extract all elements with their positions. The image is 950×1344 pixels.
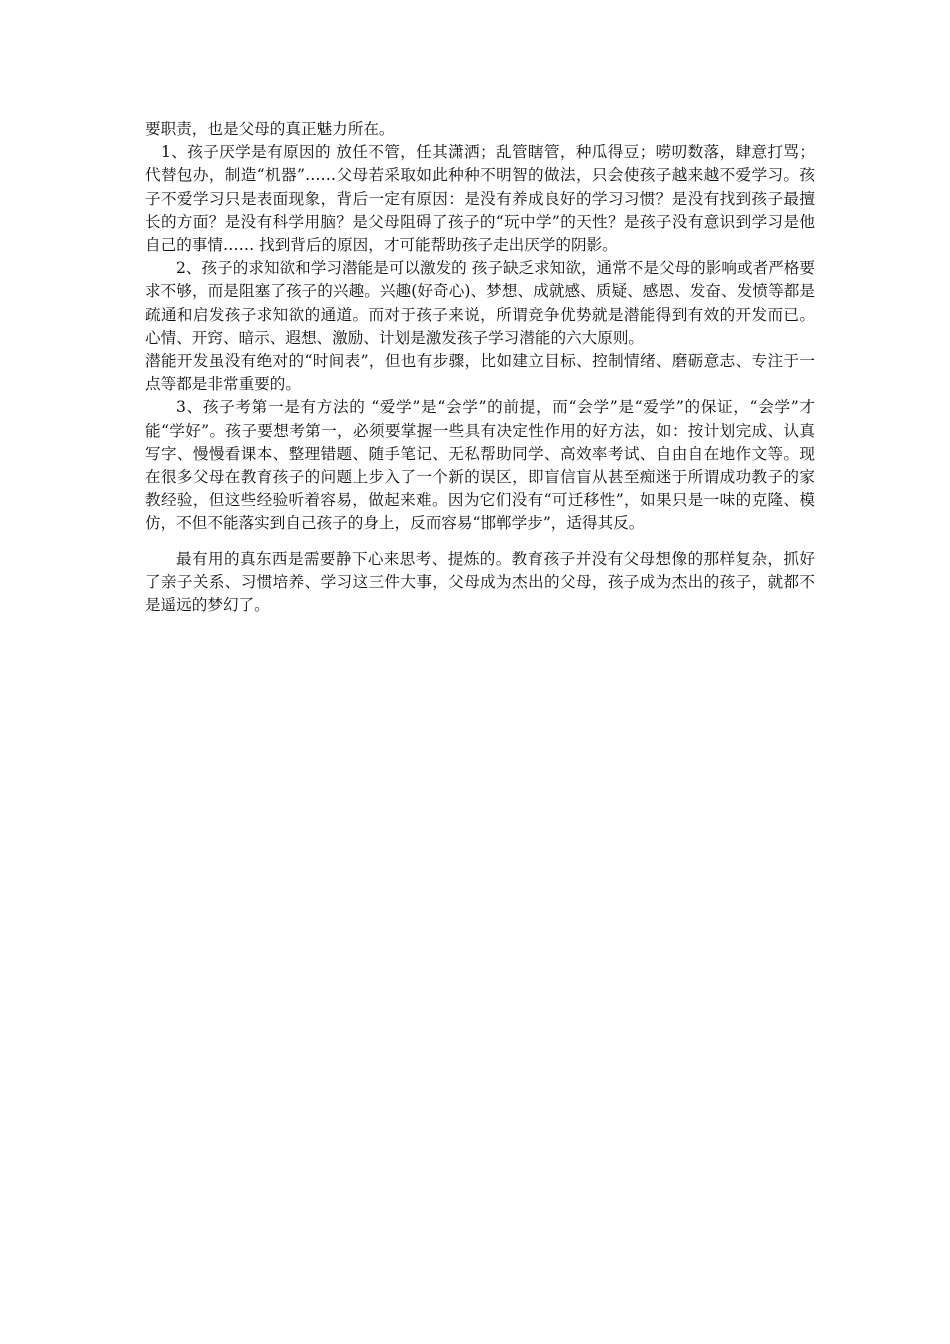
paragraph-first-place-methods: 3、孩子考第一是有方法的 “爱学”是“会学”的前提，而“会学”是“爱学”的保证，“会学”才能“学好”。孩子要想考第一，必须要掌握一些具有决定性作用的好方法，如：按计划完成、认真写字、慢慢看课本、整理错题、随手笔记、无私帮助同学、高效率考试、自由自在地作文等。现在很多父母在教育孩子的问题上步入了一个新的误区，即盲信盲从甚至痴迷于所谓成功教子的家教经验，但这些经验听着容易，做起来难。因为它们没有“可迁移性”，如果只是一味的克隆、模仿，不但不能落实到自己孩子的身上，反而容易“邯郸学步”，适得其反。 xyxy=(145,398,815,533)
paragraph-reason-for-aversion: 1、孩子厌学是有原因的 放任不管，任其潇洒；乱管瞎管，种瓜得豆；唠叨数落，肆意打骂；代替包办，制造“机器”……父母若采取如此种种不明智的做法，只会使孩子越来越不爱学习。孩子不爱学习只是表面现象，背后一定有原因：是没有养成良好的学习习惯？是没有找到孩子最擅长的方面？是没有科学用脑？是父母阻碍了孩子的“玩中学”的天性？是孩子没有意识到学习是他自己的事情…… 找到背后的原因，才可能帮助孩子走出厌学的阴影。 xyxy=(145,143,815,255)
document-body xyxy=(145,118,815,617)
paragraph-conclusion: 最有用的真东西是需要静下心来思考、提炼的。教育孩子并没有父母想像的那样复杂，抓好了亲子关系、习惯培养、学习这三件大事，父母成为杰出的父母，孩子成为杰出的孩子，就都不是遥远的梦幻了。 xyxy=(145,549,815,615)
paragraph-curiosity-potential: 2、孩子的求知欲和学习潜能是可以激发的 孩子缺乏求知欲，通常不是父母的影响或者严格要求不够，而是阻塞了孩子的兴趣。兴趣(好奇心)、梦想、成就感、质疑、感恩、发奋、发愤等都是疏通和启发孩子求知欲的通道。而对于孩子来说，所谓竞争优势就是潜能得到有效的开发而已。心情、开窍、暗示、遐想、激励、计划是激发孩子学习潜能的六大原则。 xyxy=(145,259,815,347)
paragraph-potential-steps: 潜能开发虽没有绝对的“时间表”，但也有步骤，比如建立目标、控制情绪、磨砺意志、专注于一点等都是非常重要的。 xyxy=(145,352,815,394)
paragraph-continuation: 要职责，也是父母的真正魅力所在。 xyxy=(145,120,395,138)
